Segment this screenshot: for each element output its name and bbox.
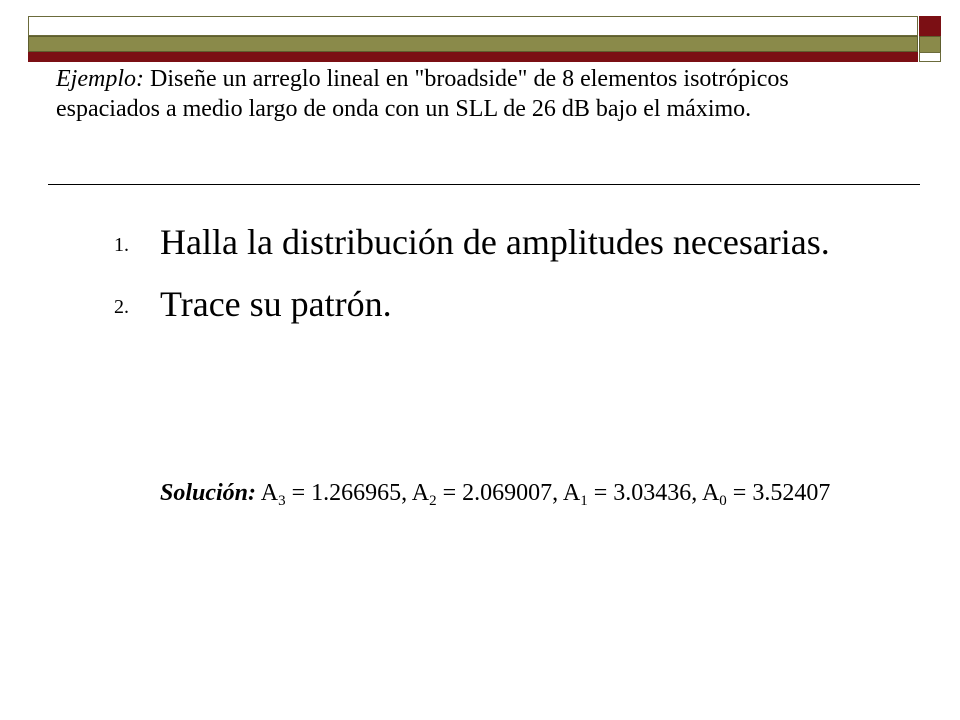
example-lead: Ejemplo: (56, 66, 144, 92)
task-number: 2. (114, 296, 129, 318)
example-text: Diseñe un arreglo lineal en "broadside" de 8 elementos isotrópicos espaciados a medio largo de onda con un SLL de 26 dB bajo el máximo. (56, 66, 789, 122)
header-bar-olive (28, 36, 918, 52)
task-text: Halla la distribución de amplitudes necesarias. (160, 222, 830, 262)
solution-term: $A_3 = 1.266965$, (260, 480, 408, 509)
header-bar-outline (28, 16, 918, 36)
solution-term: $A_1 = 3.03436$, (562, 480, 698, 509)
list-item (114, 220, 874, 264)
solution-term: $A_2 = 2.069007$, (411, 480, 559, 509)
header-bar-maroon (28, 52, 918, 62)
header-square-maroon (919, 16, 941, 36)
divider-line (48, 184, 920, 185)
task-list (114, 220, 874, 344)
solution-block (160, 476, 900, 510)
solution-lead: Solución: (160, 480, 257, 506)
task-text: Trace su patrón. (160, 284, 392, 324)
task-number: 1. (114, 234, 129, 256)
list-item (114, 282, 874, 326)
header-square-outline (919, 52, 941, 62)
solution-term: $A_0 = 3.52407$ (701, 480, 831, 509)
example-statement (56, 64, 896, 124)
